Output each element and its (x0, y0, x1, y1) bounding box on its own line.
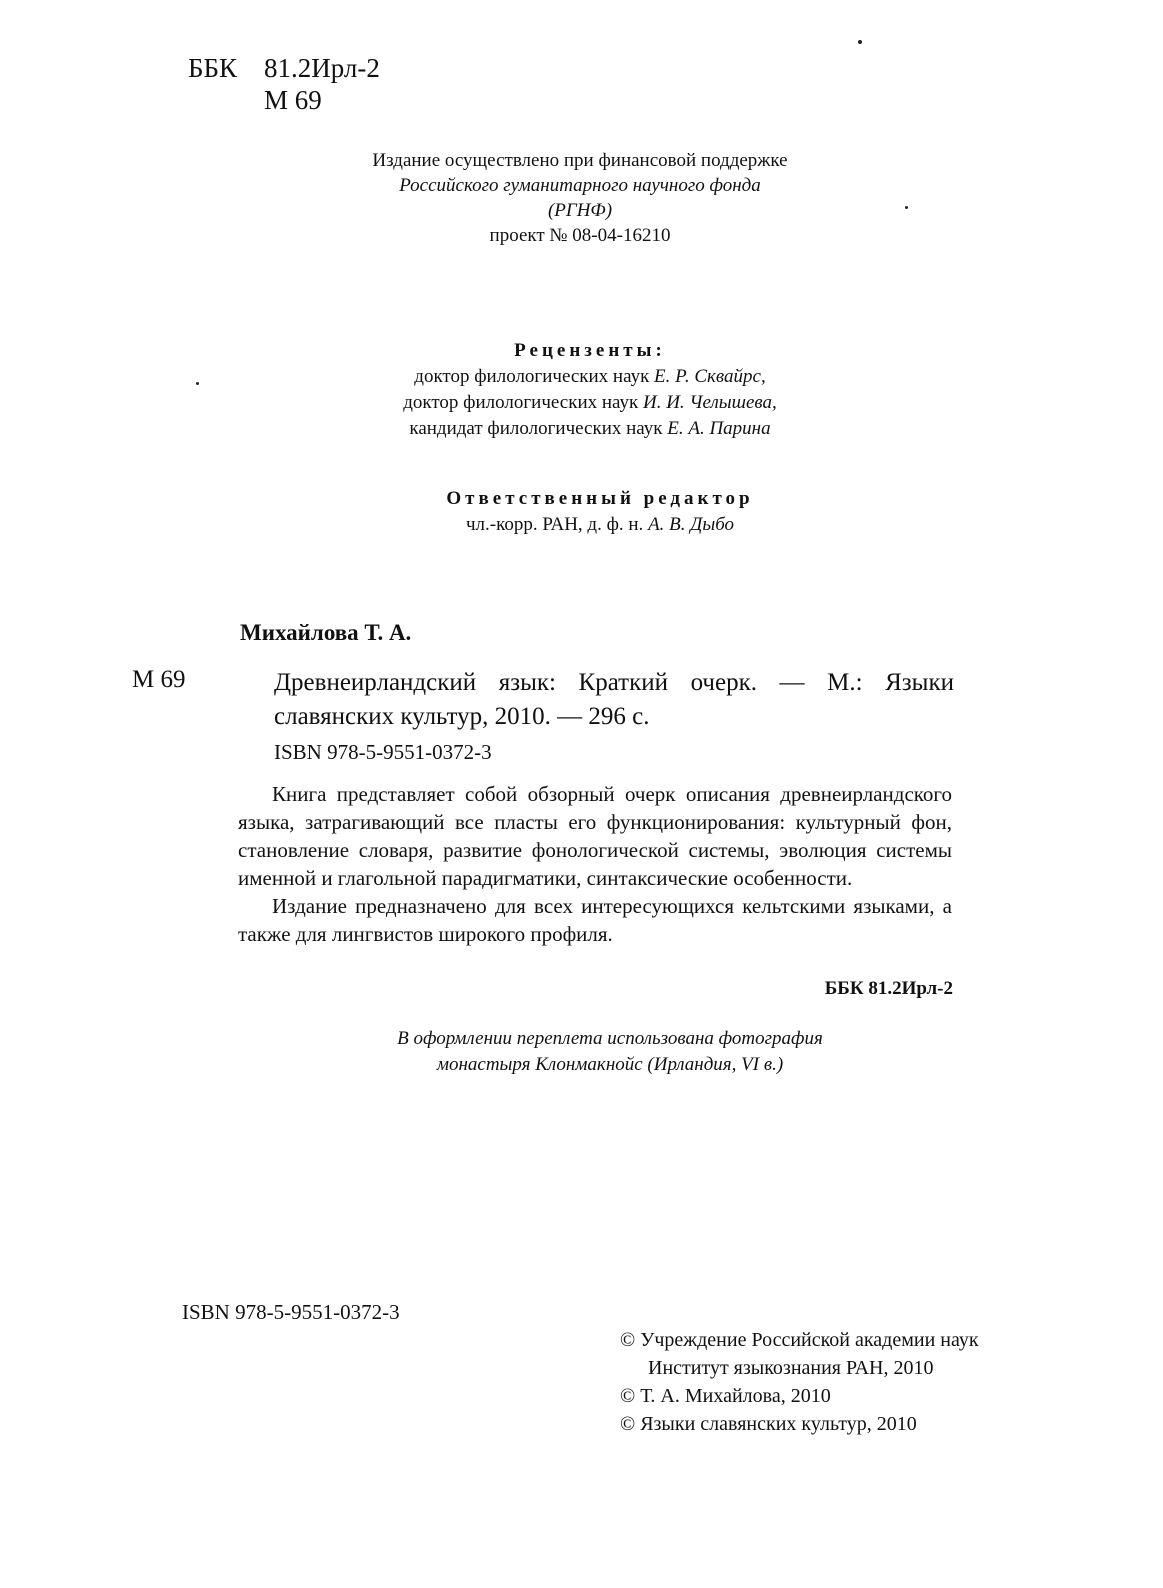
bbk-index-block (188, 52, 380, 116)
isbn-bottom: ISBN 978-5-9551-0372-3 (182, 1300, 400, 1324)
cover-note-line: монастыря Клонмакнойс (Ирландия, VI в.) (436, 1054, 784, 1075)
copyright-block (620, 1326, 979, 1438)
copyright-line: Институт языкознания РАН, 2010 (648, 1357, 934, 1379)
editor-title: чл.-корр. РАН, д. ф. н. (465, 514, 649, 535)
bbk-code: 81.2Ирл-2 (264, 53, 380, 83)
catalog-mark: М 69 (132, 666, 186, 693)
funding-note (300, 148, 860, 248)
cover-note (310, 1026, 910, 1078)
reviewer-name: Е. Р. Сквайрс, (654, 366, 766, 387)
abstract-paragraph: Издание предназначено для всех интересующихся кельтскими языками, а также для лингвистов широкого профиля. (238, 894, 952, 946)
reviewer-name: И. И. Челышева, (642, 392, 777, 413)
funding-foundation: Российского гуманитарного научного фонда (399, 175, 761, 196)
editor-block (330, 486, 870, 538)
author-mark: М 69 (264, 85, 322, 115)
reviewer-title: доктор филологических наук (403, 392, 643, 413)
reviewer-name: Е. А. Парина (667, 418, 771, 439)
speck-mark (196, 382, 199, 385)
reviewers-block (300, 338, 880, 442)
bbk-label: ББК (188, 53, 238, 83)
catalog-isbn: ISBN 978-5-9551-0372-3 (274, 740, 492, 764)
catalog-author: Михайлова Т. А. (240, 620, 412, 645)
copyright-line: © Языки славянских культур, 2010 (620, 1413, 917, 1435)
reviewer-title: кандидат филологических наук (409, 418, 668, 439)
funding-abbrev: (РГНФ) (547, 200, 613, 221)
editor-name: А. В. Дыбо (648, 514, 735, 535)
reviewers-heading: Рецензенты: (514, 340, 666, 361)
abstract (238, 780, 952, 948)
abstract-bbk: ББК 81.2Ирл-2 (824, 978, 953, 999)
reviewer-line (300, 416, 880, 442)
catalog-title: Древнеирландский язык: Краткий очерк. — М.: Языки славянских культур, 2010. — 296 с. (274, 669, 954, 730)
funding-project: проект № 08-04-16210 (489, 225, 671, 246)
editor-line (330, 512, 870, 538)
copyright-line: © Т. А. Михайлова, 2010 (620, 1385, 831, 1407)
speck-mark (858, 40, 862, 44)
reviewer-title: доктор филологических наук (414, 366, 655, 387)
funding-line: Издание осуществлено при финансовой поддержке (372, 150, 788, 171)
copyright-line: © Учреждение Российской академии наук (620, 1329, 979, 1351)
speck-mark (905, 206, 908, 209)
editor-heading: Ответственный редактор (446, 488, 754, 509)
abstract-paragraph: Книга представляет собой обзорный очерк описания древнеирландского языка, затрагивающий все пласты его функционирования: культурный фон, становление словаря, развитие фонологической системы, эволюция системы именной и глагольной парадигматики, синтаксические особенности. (238, 782, 952, 890)
cover-note-line: В оформлении переплета использована фотография (397, 1028, 823, 1049)
reviewer-line (300, 390, 880, 416)
reviewer-line (300, 364, 880, 390)
